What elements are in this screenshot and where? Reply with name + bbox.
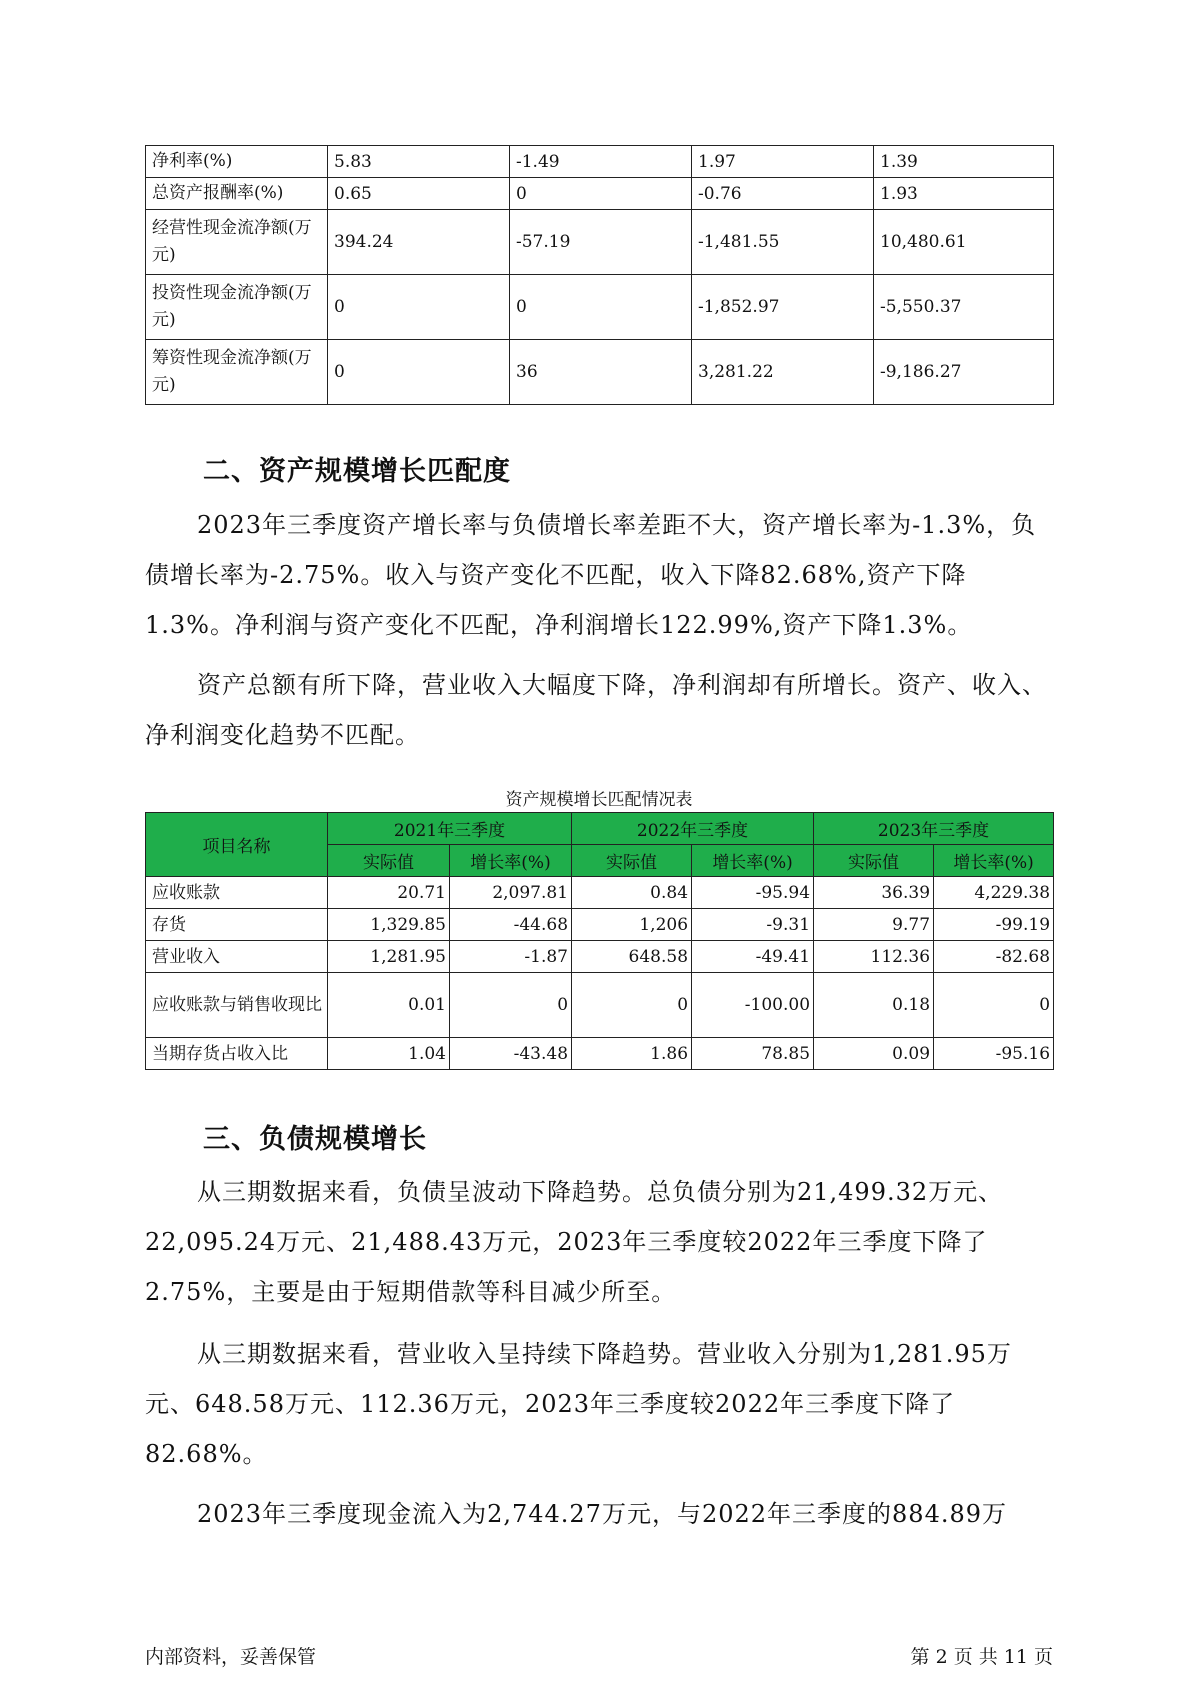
table-cell: 78.85 (692, 1038, 814, 1070)
table-cell: 3,281.22 (692, 340, 874, 405)
table-cell: 1.04 (328, 1038, 450, 1070)
paragraph: 从三期数据来看，营业收入呈持续下降趋势。营业收入分别为1,281.95万元、648.58万元、112.36万元，2023年三季度较2022年三季度下降了82.68%。 (145, 1340, 1012, 1468)
table-cell: 1,281.95 (328, 941, 450, 973)
table-cell: -95.94 (692, 877, 814, 909)
table-cell: -57.19 (510, 210, 692, 275)
table-cell: -43.48 (450, 1038, 572, 1070)
table-row (146, 340, 1054, 405)
table-cell: -1,481.55 (692, 210, 874, 275)
table-cell: -44.68 (450, 909, 572, 941)
table-row (146, 973, 1054, 1038)
table-caption: 资产规模增长匹配情况表 (505, 790, 693, 810)
table-cell: 0.84 (572, 877, 692, 909)
table-cell: 0 (510, 178, 692, 210)
column-header: 增长率(%) (934, 845, 1054, 877)
page-number: 第 2 页 共 11 页 (910, 1646, 1053, 1668)
column-header: 增长率(%) (450, 845, 572, 877)
table-row (146, 146, 1054, 178)
column-header: 实际值 (328, 845, 450, 877)
table-cell: 0 (328, 275, 510, 340)
table-cell: -0.76 (692, 178, 874, 210)
table-cell: -5,550.37 (874, 275, 1054, 340)
section-heading: 二、资产规模增长匹配度 (203, 456, 511, 487)
row-label: 存货 (146, 909, 328, 941)
table-cell: 36 (510, 340, 692, 405)
column-header: 增长率(%) (692, 845, 814, 877)
table-cell: 112.36 (814, 941, 934, 973)
row-label: 投资性现金流净额(万元) (146, 275, 328, 340)
table-row (146, 877, 1054, 909)
table-row (146, 178, 1054, 210)
table-cell: -82.68 (934, 941, 1054, 973)
row-label: 经营性现金流净额(万元) (146, 210, 328, 275)
table-cell: 1.86 (572, 1038, 692, 1070)
row-label: 净利率(%) (146, 146, 328, 178)
table-cell: 394.24 (328, 210, 510, 275)
paragraph: 资产总额有所下降，营业收入大幅度下降，净利润却有所增长。资产、收入、净利润变化趋势不匹配。 (145, 671, 1047, 749)
table-cell: 5.83 (328, 146, 510, 178)
table-cell: -99.19 (934, 909, 1054, 941)
column-header: 实际值 (814, 845, 934, 877)
table-header-row (146, 813, 1054, 845)
asset-growth-match-table (145, 812, 1054, 1070)
table-cell: -1.49 (510, 146, 692, 178)
table-cell: 0 (450, 973, 572, 1038)
row-label: 营业收入 (146, 941, 328, 973)
table-cell: 1.93 (874, 178, 1054, 210)
table-cell: 0 (328, 340, 510, 405)
table-cell: 20.71 (328, 877, 450, 909)
table-cell: 1.97 (692, 146, 874, 178)
table-cell: -9,186.27 (874, 340, 1054, 405)
table-row (146, 909, 1054, 941)
table-cell: -100.00 (692, 973, 814, 1038)
table-cell: 0.65 (328, 178, 510, 210)
table-cell: -1.87 (450, 941, 572, 973)
column-header: 2022年三季度 (572, 813, 814, 845)
row-label: 应收账款 (146, 877, 328, 909)
table-cell: 0 (510, 275, 692, 340)
table-cell: 0.01 (328, 973, 450, 1038)
row-label: 当期存货占收入比 (146, 1038, 328, 1070)
financial-indicators-table (145, 145, 1054, 405)
table-row (146, 1038, 1054, 1070)
paragraph: 2023年三季度现金流入为2,744.27万元，与2022年三季度的884.89万 (197, 1500, 1008, 1528)
table-cell: -49.41 (692, 941, 814, 973)
row-label: 筹资性现金流净额(万元) (146, 340, 328, 405)
table-cell: 1.39 (874, 146, 1054, 178)
table-row (146, 210, 1054, 275)
table-cell: 0.09 (814, 1038, 934, 1070)
footer-confidential: 内部资料，妥善保管 (145, 1646, 317, 1668)
table-cell: 0 (572, 973, 692, 1038)
table-cell: 9.77 (814, 909, 934, 941)
column-header: 2021年三季度 (328, 813, 572, 845)
table-cell: -9.31 (692, 909, 814, 941)
table-cell: 0.18 (814, 973, 934, 1038)
table-cell: 2,097.81 (450, 877, 572, 909)
table-cell: 648.58 (572, 941, 692, 973)
column-header: 2023年三季度 (814, 813, 1054, 845)
paragraph: 2023年三季度资产增长率与负债增长率差距不大，资产增长率为-1.3%，负债增长率为-2.75%。收入与资产变化不匹配，收入下降82.68%,资产下降1.3%。净利润与资产变化不匹配，净利润增长122.99%,资产下降1.3%。 (145, 511, 1037, 639)
table-cell: 0 (934, 973, 1054, 1038)
paragraph: 从三期数据来看，负债呈波动下降趋势。总负债分别为21,499.32万元、22,095.24万元、21,488.43万元，2023年三季度较2022年三季度下降了2.75%，主要是由于短期借款等科目减少所至。 (145, 1178, 1004, 1306)
table-cell: 36.39 (814, 877, 934, 909)
section-heading: 三、负债规模增长 (203, 1124, 427, 1155)
table-row (146, 941, 1054, 973)
table-row (146, 275, 1054, 340)
table-cell: 1,329.85 (328, 909, 450, 941)
table-cell: -95.16 (934, 1038, 1054, 1070)
row-label: 总资产报酬率(%) (146, 178, 328, 210)
table-cell: 1,206 (572, 909, 692, 941)
column-header: 项目名称 (146, 813, 328, 877)
row-label: 应收账款与销售收现比 (146, 973, 328, 1038)
table-cell: -1,852.97 (692, 275, 874, 340)
table-cell: 4,229.38 (934, 877, 1054, 909)
table-cell: 10,480.61 (874, 210, 1054, 275)
column-header: 实际值 (572, 845, 692, 877)
